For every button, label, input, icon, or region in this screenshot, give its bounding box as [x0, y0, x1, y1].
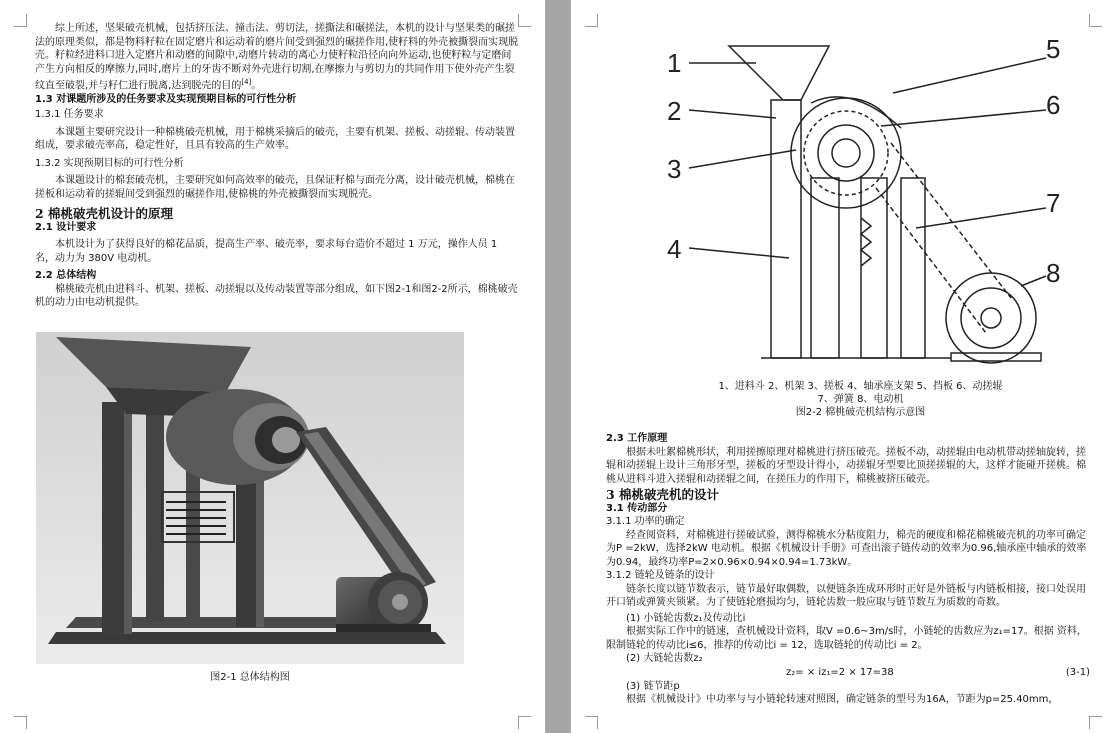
figure-2-2-caption: 图2-2 棉桃破壳机结构示意图: [795, 407, 926, 418]
heading-1-3: 1.3 对课题所涉及的任务要求及实现预期目标的可行性分析: [35, 93, 297, 105]
callout-7: 7: [1046, 188, 1061, 218]
heading-2: 2 棉桃破壳机设计的原理: [35, 206, 174, 222]
paragraph-item-1: 根据实际工作中的链速，查机械设计资料，取V =0.6~3m/s时，小链轮的齿数应为z₁=17。根据 资料，限制链轮的传动比i≤6，推荐的传动比i = 12，选取链轮的传动比i = 2。: [606, 626, 1087, 651]
heading-3-1-2: 3.1.2 链轮及链条的设计: [606, 570, 715, 581]
crop-mark: [585, 14, 598, 27]
paragraph-2-1: 本机设计为了获得良好的棉花品质，提高生产率、破壳率，要求每台造价不超过 1 万元，操作人员 1 名，动力为 380V 电动机。: [35, 239, 498, 264]
paragraph-item-3: 根据《机械设计》中功率与与小链轮转速对照图，确定链条的型号为16A，节距为p=25.40mm，: [626, 694, 1059, 705]
heading-3: 3 棉桃破壳机的设计: [606, 487, 720, 502]
heading-3-1-1: 3.1.1 功率的确定: [606, 516, 685, 527]
list-item-3: (3) 链节距p: [626, 680, 680, 692]
equation-number: (3-1): [1065, 666, 1090, 678]
citation: [4]: [241, 78, 252, 86]
page-gutter: [545, 0, 571, 733]
right-page: [571, 0, 1116, 733]
paragraph-intro-text: 综上所述，坚果破壳机械，包括挤压法、撞击法、剪切法，搓撕法和碾搓法，本机的设计与坚果类的碾搓法的原理类似，都是物料籽粒在固定磨片和运动着的磨片间受到强烈的碾搓作用,使籽料的外壳被撕裂而实现脱壳。籽粒经进料口进入定磨片和动磨的间隙中,动磨片转动的离心力使籽粒沿径向向外运动,也使籽粒与定磨间产生方向相反的摩擦力,同时,磨片上的牙齿不断对外壳进行切割,在摩擦力与剪切力的共同作用下使外壳产生裂纹直至破裂,并与籽仁进行脱离,达到脱壳的目的: [35, 23, 519, 92]
list-item-1: (1) 小链轮齿数z₁及传动比i: [626, 612, 746, 624]
crop-mark: [1089, 716, 1102, 729]
paragraph-1-3-2: 本课题设计的棉套破壳机，主要研究如何高效率的破壳，且保证籽棉与面壳分离，设计破壳机械，棉桃在搓板和运动着的搓辊间受到强烈的碾搓作用,使棉桃的外壳被撕裂而实现脱壳。: [35, 175, 515, 200]
crop-mark: [518, 14, 531, 27]
list-item-2: (2) 大链轮齿数z₂: [626, 653, 703, 664]
machine-render-image: [36, 332, 464, 664]
paragraph-3-1-1: 经查阅资料，对棉桃进行搓破试验，测得棉桃水分粘度阻力，棉壳的硬度和棉花棉桃破壳机的功率可确定为P =2kW，选择2kW 电动机。根据《机械设计手册》可查出滚子链传动的效率为0.96,轴承座中轴承的效率为0.94，最终功率P=2×0.96×0.94×0.94=1.73kW。: [606, 529, 1087, 568]
callout-6: 6: [1046, 90, 1061, 120]
schematic-drawing: [661, 28, 1071, 373]
callout-2: 2: [667, 96, 682, 126]
paragraph-2-3: 根据未吐絮棉桃形状，利用搓擦原理对棉桃进行挤压破壳。搓板不动，动搓辊由电动机带动搓轴旋转，搓辊和动搓辊上设计三角形牙型，搓板的牙型设计得小，动搓辊牙型要比顶搓搓辊的大，这样才能碰开搓桃。棉桃从进料斗进入搓辊和动搓辊之间，在搓压力的作用下，棉桃被挤压破壳。: [606, 446, 1086, 485]
heading-2-2: 2.2 总体结构: [35, 270, 97, 282]
figure-2-2-schematic: [661, 28, 1071, 373]
callout-5: 5: [1046, 34, 1061, 64]
heading-1-3-1: 1.3.1 任务要求: [35, 109, 104, 121]
equation-formula: z₂= × iz₁=2 × 17=38: [786, 666, 894, 678]
left-text-block: [35, 22, 519, 310]
heading-3-1: 3.1 传动部分: [606, 502, 668, 514]
heading-1-3-2: 1.3.2 实现预期目标的可行性分析: [35, 157, 184, 169]
crop-mark: [14, 14, 27, 27]
callout-8: 8: [1046, 258, 1061, 288]
figure-2-1-caption: 图2-1 总体结构图: [210, 672, 290, 683]
crop-mark: [14, 716, 27, 729]
legend-line-1: 1、进料斗 2、机架 3、搓板 4、轴承座支架 5、挡板 6、动搓辊: [718, 381, 1003, 392]
paragraph-2-2: 棉桃破壳机由进料斗、机架、搓板、动搓辊以及传动装置等部分组成，如下图2-1和图2-2所示，棉桃破壳机的动力由电动机提供。: [35, 283, 518, 309]
equation-3-1: [606, 666, 1090, 680]
paragraph-3-1-2: 链条长度以链节数表示，链节最好取偶数，以便链条连成环形时正好是外链板与内链板相接，接口处误用开口销或弹簧夹锁紧。为了使链轮磨损均匀，链轮齿数一般应取与链节数互为质数的奇数。: [606, 583, 1086, 608]
paragraph-intro: [35, 22, 519, 93]
figure-2-1-render: [36, 332, 464, 664]
callout-3: 3: [667, 154, 682, 184]
left-page: [0, 0, 545, 733]
crop-mark: [1089, 14, 1102, 27]
heading-2-1: 2.1 设计要求: [35, 221, 97, 233]
figure-2-2-legend: [631, 380, 1090, 419]
callout-1: 1: [667, 48, 682, 78]
heading-2-3: 2.3 工作原理: [606, 433, 668, 444]
paragraph-intro-end: 。: [251, 80, 262, 92]
right-text-block: [606, 432, 1090, 707]
paragraph-1-3-1: 本课题主要研究设计一种棉桃破壳机械，用于棉桃采摘后的破壳，主要有机架、搓板、动搓辊、传动装置组成，要求破壳率高，稳定性好，且具有较高的生产效率。: [35, 126, 515, 152]
callout-4: 4: [667, 234, 682, 264]
legend-line-2: 7、弹簧 8、电动机: [817, 394, 904, 405]
crop-mark: [518, 716, 531, 729]
crop-mark: [585, 716, 598, 729]
